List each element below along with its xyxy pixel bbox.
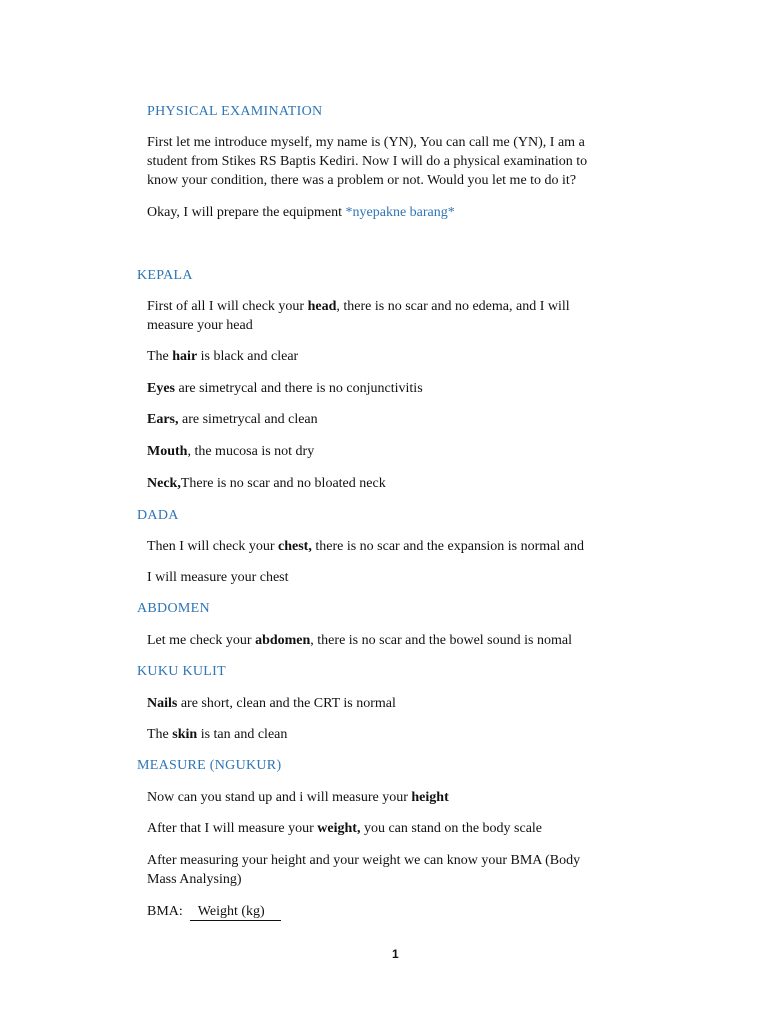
bma-label: BMA: (147, 904, 183, 919)
bma-line-2: Mass Analysing) (147, 872, 242, 887)
eyes-term: Eyes (147, 381, 175, 396)
bma-formula-line (147, 903, 281, 921)
height-line (147, 789, 449, 807)
prepare-note: *nyepakne barang* (345, 205, 455, 220)
skin-text-a: The (147, 727, 173, 742)
abdomen-line (147, 632, 572, 650)
hair-term: hair (172, 349, 198, 364)
eyes-line (147, 380, 423, 398)
chest-term: chest, (278, 539, 312, 554)
intro-line-2: student from Stikes RS Baptis Kediri. Now I will do a physical examination to (147, 154, 588, 169)
nails-line (147, 695, 396, 713)
weight-text-a: After that I will measure your (147, 821, 318, 836)
chest-text-a: Then I will check your (147, 539, 279, 554)
page-number: 1 (392, 947, 399, 961)
chest-line (147, 538, 584, 556)
weight-term: weight, (317, 821, 361, 836)
nails-term: Nails (147, 696, 178, 711)
section-heading-kuku-kulit: KUKU KULIT (137, 664, 226, 679)
section-heading-dada: DADA (137, 508, 179, 523)
nails-text: are short, clean and the CRT is normal (177, 696, 396, 711)
hair-line (147, 348, 298, 366)
prepare-line (147, 204, 455, 222)
neck-term: Neck, (147, 476, 181, 491)
mouth-text: , the mucosa is not dry (187, 444, 315, 459)
chest-measure-line: I will measure your chest (147, 570, 289, 585)
intro-line-1: First let me introduce myself, my name is (YN), You can call me (YN), I am a (147, 135, 585, 150)
head-text-c: , there is no scar and no edema, and I will (336, 299, 570, 314)
neck-text: There is no scar and no bloated neck (180, 476, 386, 491)
head-line (147, 298, 570, 316)
abdomen-text-a: Let me check your (147, 633, 256, 648)
skin-line (147, 726, 287, 744)
page-title: PHYSICAL EXAMINATION (147, 104, 323, 119)
section-heading-measure: MEASURE (NGUKUR) (137, 758, 282, 773)
mouth-term: Mouth (147, 444, 188, 459)
ears-text: are simetrycal and clean (178, 412, 318, 427)
ears-line (147, 411, 318, 429)
weight-line (147, 820, 542, 838)
height-text-a: Now can you stand up and i will measure your (147, 790, 412, 805)
bma-line-1: After measuring your height and your weight we can know your BMA (Body (147, 853, 581, 868)
hair-text-c: is black and clear (197, 349, 299, 364)
abdomen-text-c: , there is no scar and the bowel sound is nomal (310, 633, 572, 648)
intro-line-3: know your condition, there was a problem or not. Would you let me to do it? (147, 173, 577, 188)
head-line-2: measure your head (147, 318, 253, 333)
head-term: head (307, 299, 337, 314)
section-heading-kepala: KEPALA (137, 268, 193, 283)
chest-text-c: there is no scar and the expansion is normal and (311, 539, 584, 554)
abdomen-term: abdomen (255, 633, 311, 648)
neck-line (147, 475, 386, 493)
ears-term: Ears, (147, 412, 179, 427)
height-term: height (411, 790, 449, 805)
head-text-a: First of all I will check your (147, 299, 308, 314)
skin-term: skin (172, 727, 198, 742)
weight-text-c: you can stand on the body scale (360, 821, 543, 836)
eyes-text: are simetrycal and there is no conjunctivitis (175, 381, 423, 396)
skin-text-c: is tan and clean (197, 727, 288, 742)
prepare-text: Okay, I will prepare the equipment (147, 205, 346, 220)
bma-formula-numerator: Weight (kg) (190, 903, 281, 921)
mouth-line (147, 443, 314, 461)
section-heading-abdomen: ABDOMEN (137, 601, 210, 616)
hair-text-a: The (147, 349, 173, 364)
